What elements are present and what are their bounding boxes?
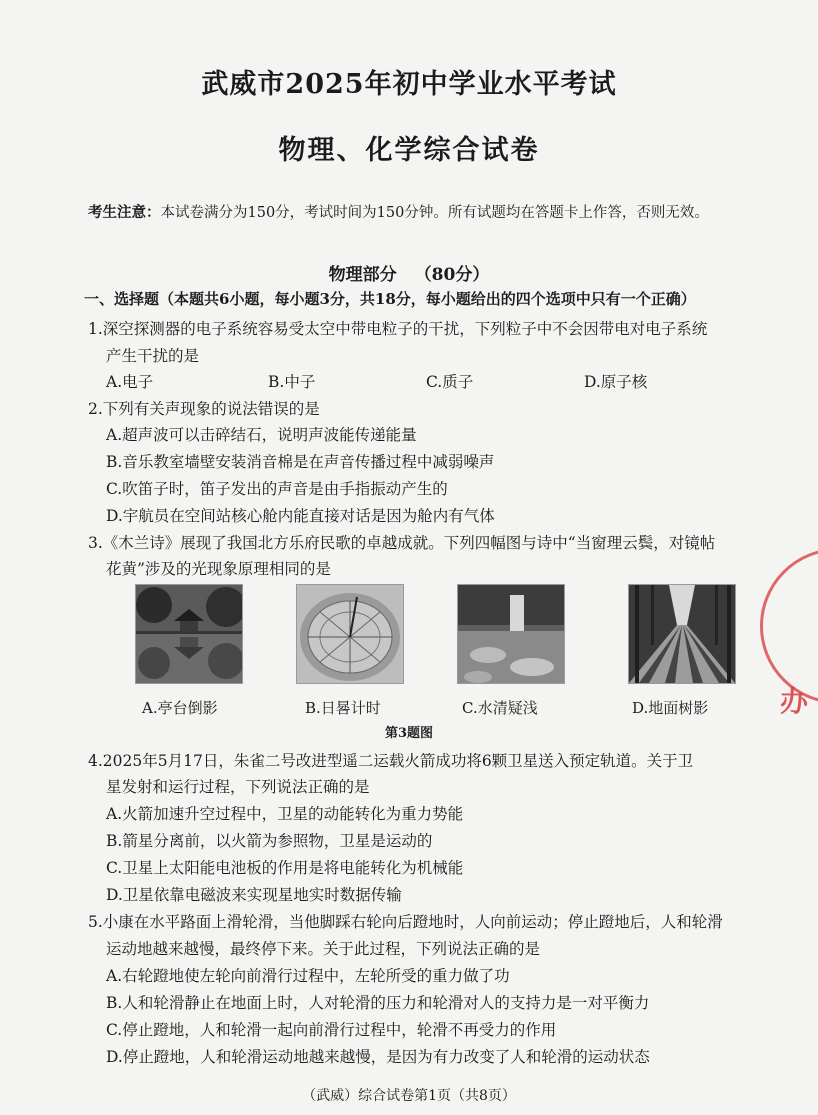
q1-option-c: C.质子 (426, 373, 474, 391)
q5-line1: 5.小康在水平路面上滑轮滑，当他脚踩右轮向后蹬地时，人向前运动；停止蹬地后，人和轮滑 (88, 913, 723, 931)
figure-clear-water (457, 584, 565, 684)
caption-d: D.地面树影 (632, 699, 709, 717)
q1-option-b: B.中子 (268, 373, 316, 391)
q2-option-c: C.吹笛子时，笛子发出的声音是由手指振动产生的 (106, 480, 448, 498)
section-score: （80分） (414, 265, 490, 285)
section-name: 物理部分 (328, 265, 397, 285)
q1-option-a: A.电子 (106, 373, 154, 391)
q4-option-a: A.火箭加速升空过程中，卫星的动能转化为重力势能 (106, 805, 464, 823)
q3-line1: 3.《木兰诗》展现了我国北方乐府民歌的卓越成就。下列四幅图与诗中“当窗理云鬓，对镜帖 (88, 534, 716, 552)
figure-pavilion-reflection (135, 584, 243, 684)
section-title (0, 260, 818, 285)
q2-option-b: B.音乐教室墙壁安装消音棉是在声音传播过程中减弱噪声 (106, 453, 495, 471)
q1-line2: 产生干扰的是 (106, 347, 200, 365)
q4-line2: 星发射和运行过程，下列说法正确的是 (106, 778, 370, 796)
notice-text: 本试卷满分为150分，考试时间为150分钟。所有试题均在答题卡上作答，否则无效。 (160, 205, 709, 221)
q1-line1: 1.深空探测器的电子系统容易受太空中带电粒子的干扰，下列粒子中不会因带电对电子系统 (88, 320, 708, 338)
q2-stem: 2.下列有关声现象的说法错误的是 (88, 400, 320, 418)
q4-option-d: D.卫星依靠电磁波来实现星地实时数据传输 (106, 886, 402, 904)
q4-line1: 4.2025年5月17日，朱雀二号改进型遥二运载火箭成功将6颗卫星送入预定轨道。关于卫 (88, 752, 694, 770)
q5-option-d: D.停止蹬地，人和轮滑运动地越来越慢，是因为有力改变了人和轮滑的运动状态 (106, 1048, 650, 1066)
seal-character: 办 (780, 685, 809, 718)
q5-line2: 运动地越来越慢，最终停下来。关于此过程，下列说法正确的是 (106, 940, 541, 958)
q4-option-b: B.箭星分离前，以火箭为参照物，卫星是运动的 (106, 832, 433, 850)
caption-b: B.日晷计时 (305, 699, 381, 717)
q2-option-a: A.超声波可以击碎结石，说明声波能传递能量 (106, 426, 417, 444)
exam-subtitle: 物理、化学综合试卷 (278, 135, 540, 166)
q4-option-c: C.卫星上太阳能电池板的作用是将电能转化为机械能 (106, 859, 464, 877)
figure-sundial (296, 584, 404, 684)
caption-a: A.亭台倒影 (142, 699, 218, 717)
page-footer: （武威）综合试卷第1页（共8页） (302, 1088, 516, 1104)
q5-option-a: A.右轮蹬地使左轮向前滑行过程中，左轮所受的重力做了功 (106, 967, 510, 985)
figure-label: 第3题图 (384, 726, 434, 741)
q3-line2: 花黄”涉及的光现象原理相同的是 (106, 560, 331, 578)
notice-label: 考生注意： (88, 204, 161, 221)
q1-option-d: D.原子核 (584, 373, 648, 391)
q5-option-c: C.停止蹬地，人和轮滑一起向前滑行过程中，轮滑不再受力的作用 (106, 1021, 557, 1039)
exam-title: 武威市2025年初中学业水平考试 (201, 69, 617, 100)
figure-tree-shadow (628, 584, 736, 684)
part-heading: 一、选择题（本题共6小题，每小题3分，共18分，每小题给出的四个选项中只有一个正确） (84, 290, 696, 308)
candidate-notice (88, 201, 709, 222)
q2-option-d: D.宇航员在空间站核心舱内能直接对话是因为舱内有气体 (106, 507, 495, 525)
caption-c: C.水清疑浅 (462, 699, 538, 717)
q5-option-b: B.人和轮滑静止在地面上时，人对轮滑的压力和轮滑对人的支持力是一对平衡力 (106, 994, 650, 1012)
